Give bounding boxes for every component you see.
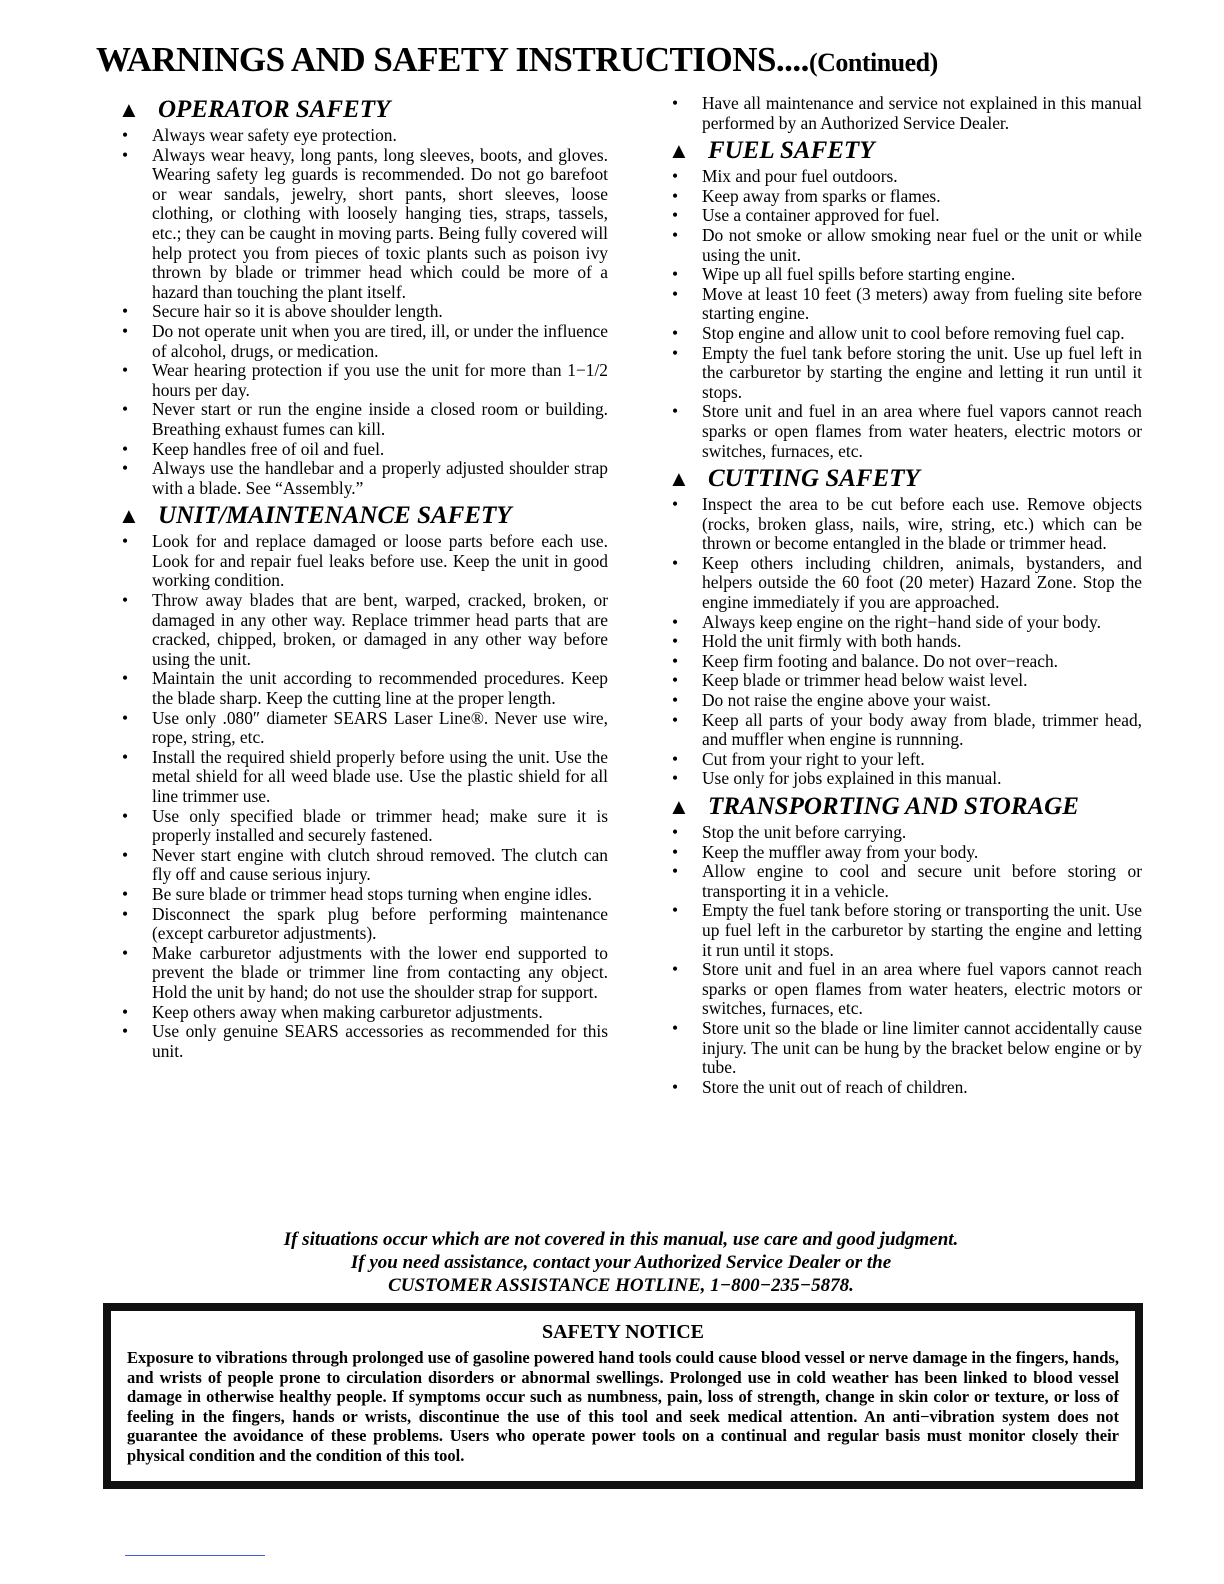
list-item: • Keep all parts of your body away from blade, trimmer head, and muffler when engine is runnning. bbox=[668, 711, 1142, 750]
maintenance-safety-list bbox=[118, 532, 608, 1061]
list-item: • Empty the fuel tank before storing or transporting the unit. Use up fuel left in the carburetor by starting the engine and letting it run until it stops. bbox=[668, 901, 1142, 960]
list-item: • Keep the muffler away from your body. bbox=[668, 843, 1142, 863]
list-item: • Keep others away when making carburetor adjustments. bbox=[118, 1003, 608, 1023]
list-item: • Cut from your right to your left. bbox=[668, 750, 1142, 770]
warning-triangle-icon: ▲ bbox=[118, 97, 140, 122]
list-item: • Hold the unit firmly with both hands. bbox=[668, 632, 1142, 652]
page-title-text: WARNINGS AND SAFETY INSTRUCTIONS.... bbox=[96, 40, 809, 79]
list-item: • Secure hair so it is above shoulder length. bbox=[118, 302, 608, 322]
list-item: • Stop engine and allow unit to cool before removing fuel cap. bbox=[668, 324, 1142, 344]
list-item: • Keep others including children, animals, bystanders, and helpers outside the 60 foot (20 meter) Hazard Zone. Stop the engine immediately if you are approached. bbox=[668, 554, 1142, 613]
section-heading-text: OPERATOR SAFETY bbox=[158, 96, 391, 123]
list-item: • Always use the handlebar and a properly adjusted shoulder strap with a blade. See “Assembly.” bbox=[118, 459, 608, 498]
list-item: • Do not raise the engine above your waist. bbox=[668, 691, 1142, 711]
left-column bbox=[118, 94, 608, 1065]
list-item: • Maintain the unit according to recommended procedures. Keep the blade sharp. Keep the cutting line at the proper length. bbox=[118, 669, 608, 708]
warning-triangle-icon: ▲ bbox=[668, 794, 690, 819]
page-title bbox=[96, 40, 1136, 80]
list-item: • Have all maintenance and service not explained in this manual performed by an Authorized Service Dealer. bbox=[668, 94, 1142, 133]
list-item: • Use only .080″ diameter SEARS Laser Line®. Never use wire, rope, string, etc. bbox=[118, 709, 608, 748]
list-item: • Use a container approved for fuel. bbox=[668, 206, 1142, 226]
warning-triangle-icon: ▲ bbox=[668, 466, 690, 492]
page-title-continued: (Continued) bbox=[808, 48, 938, 77]
safety-notice-body: Exposure to vibrations through prolonged use of gasoline powered hand tools could cause blood vessel or nerve damage in the fingers, hands, and wrists of people prone to circulation disorders or abnormal swellings. Prolonged use in cold weather has been linked to blood vessel damage in otherwise healthy people. If symptoms occur such as numbness, pain, loss of strength, change in skin color or texture, or loss of feeling in the fingers, hands or wrists, discontinue the use of this tool and seek medical attention. An anti−vibration system does not guarantee the avoidance of these problems. Users who operate power tools on a continual and regular basis must monitor closely their physical condition and the condition of this tool. bbox=[127, 1348, 1119, 1465]
list-item: • Inspect the area to be cut before each use. Remove objects (rocks, broken glass, nails, wire, string, etc.) which can be thrown or become entangled in the blade or trimmer head. bbox=[668, 495, 1142, 554]
safety-notice-title: SAFETY NOTICE bbox=[541, 1321, 705, 1343]
section-heading-transporting-storage bbox=[668, 793, 1142, 821]
list-item: • Keep blade or trimmer head below waist level. bbox=[668, 671, 1142, 691]
list-item: • Use only genuine SEARS accessories as recommended for this unit. bbox=[118, 1022, 608, 1061]
list-item: • Be sure blade or trimmer head stops turning when engine idles. bbox=[118, 885, 608, 905]
list-item: • Never start or run the engine inside a closed room or building. Breathing exhaust fumes can kill. bbox=[118, 400, 608, 439]
list-item: • Keep firm footing and balance. Do not over−reach. bbox=[668, 652, 1142, 672]
list-item: • Wipe up all fuel spills before starting engine. bbox=[668, 265, 1142, 285]
list-item: • Mix and pour fuel outdoors. bbox=[668, 167, 1142, 187]
closing-line-1: If situations occur which are not covered in this manual, use care and good judgment. bbox=[283, 1229, 959, 1250]
right-column bbox=[668, 94, 1142, 1101]
list-item: • Make carburetor adjustments with the lower end supported to prevent the blade or trimmer line from contacting any object. Hold the unit by hand; do not use the shoulder strap for support. bbox=[118, 944, 608, 1003]
list-item: • Always wear heavy, long pants, long sleeves, boots, and gloves. Wearing safety leg guards is recommended. Do not go barefoot or wear sandals, jewelry, short pants, short sleeves, loose clothing, or clothing with loosely hanging ties, straps, tassels, etc.; they can be caught in moving parts. Being fully covered will help protect you from pieces of toxic plants such as poison ivy thrown by blade or trimmer head which could be more of a hazard than touching the plant itself. bbox=[118, 146, 608, 303]
closing-line-2: If you need assistance, contact your Authorized Service Dealer or the bbox=[350, 1252, 892, 1273]
section-heading-text: UNIT/MAINTENANCE SAFETY bbox=[158, 502, 512, 530]
cutting-safety-list bbox=[668, 495, 1142, 789]
footer-rule bbox=[125, 1555, 265, 1556]
fuel-safety-list bbox=[668, 167, 1142, 461]
list-item: • Use only specified blade or trimmer head; make sure it is properly installed and securely fastened. bbox=[118, 807, 608, 846]
safety-notice-box bbox=[103, 1303, 1143, 1489]
list-item: • Stop the unit before carrying. bbox=[668, 823, 1142, 843]
list-item: • Allow engine to cool and secure unit before storing or transporting it in a vehicle. bbox=[668, 862, 1142, 901]
section-heading-operator-safety bbox=[118, 96, 608, 124]
section-heading-fuel-safety bbox=[668, 137, 1142, 165]
warning-triangle-icon: ▲ bbox=[668, 138, 690, 164]
list-item: • Do not smoke or allow smoking near fuel or the unit or while using the unit. bbox=[668, 226, 1142, 265]
list-item: • Keep away from sparks or flames. bbox=[668, 187, 1142, 207]
section-heading-text: CUTTING SAFETY bbox=[708, 465, 920, 493]
section-heading-text: FUEL SAFETY bbox=[708, 137, 875, 165]
list-item: • Use only for jobs explained in this manual. bbox=[668, 769, 1142, 789]
section-heading-text: TRANSPORTING AND STORAGE bbox=[708, 793, 1079, 820]
list-item: • Keep handles free of oil and fuel. bbox=[118, 440, 608, 460]
list-item: • Throw away blades that are bent, warped, cracked, broken, or damaged in any other way. Replace trimmer head parts that are cracked, chipped, broken, or damaged in any other way before using the unit. bbox=[118, 591, 608, 669]
list-item: • Do not operate unit when you are tired, ill, or under the influence of alcohol, drugs, or medication. bbox=[118, 322, 608, 361]
transporting-storage-list bbox=[668, 823, 1142, 1097]
list-item: • Store the unit out of reach of children. bbox=[668, 1078, 1142, 1098]
list-item: • Move at least 10 feet (3 meters) away from fueling site before starting engine. bbox=[668, 285, 1142, 324]
list-item: • Disconnect the spark plug before performing maintenance (except carburetor adjustments). bbox=[118, 905, 608, 944]
list-item: • Store unit and fuel in an area where fuel vapors cannot reach sparks or open flames from water heaters, electric motors or switches, furnaces, etc. bbox=[668, 960, 1142, 1019]
list-item: • Always keep engine on the right−hand side of your body. bbox=[668, 613, 1142, 633]
list-item: • Look for and replace damaged or loose parts before each use. Look for and repair fuel leaks before use. Keep the unit in good working condition. bbox=[118, 532, 608, 591]
warning-triangle-icon: ▲ bbox=[118, 503, 140, 529]
list-item: • Always wear safety eye protection. bbox=[118, 126, 608, 146]
list-item: • Empty the fuel tank before storing the unit. Use up fuel left in the carburetor by starting the engine and letting it run until it stops. bbox=[668, 344, 1142, 403]
closing-statement bbox=[96, 1228, 1146, 1297]
section-heading-cutting-safety bbox=[668, 465, 1142, 493]
list-item: • Never start engine with clutch shroud removed. The clutch can fly off and cause serious injury. bbox=[118, 846, 608, 885]
operator-safety-list bbox=[118, 126, 608, 498]
list-item: • Install the required shield properly before using the unit. Use the metal shield for all weed blade use. Use the plastic shield for all line trimmer use. bbox=[118, 748, 608, 807]
list-item: • Store unit so the blade or line limiter cannot accidentally cause injury. The unit can be hung by the bracket below engine or by tube. bbox=[668, 1019, 1142, 1078]
list-item: • Wear hearing protection if you use the unit for more than 1−1/2 hours per day. bbox=[118, 361, 608, 400]
closing-hotline: CUSTOMER ASSISTANCE HOTLINE, 1−800−235−5878. bbox=[388, 1275, 854, 1296]
section-heading-maintenance-safety bbox=[118, 502, 608, 530]
service-dealer-list bbox=[668, 94, 1142, 133]
list-item: • Store unit and fuel in an area where fuel vapors cannot reach sparks or open flames from water heaters, electric motors or switches, furnaces, etc. bbox=[668, 402, 1142, 461]
